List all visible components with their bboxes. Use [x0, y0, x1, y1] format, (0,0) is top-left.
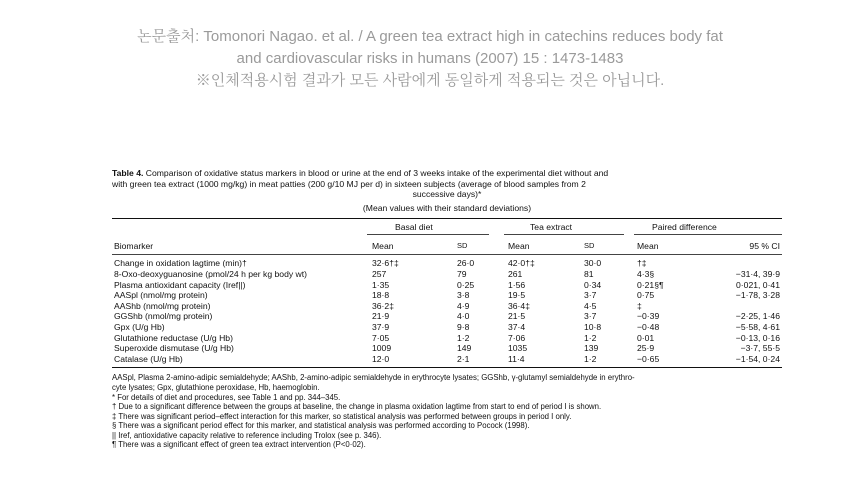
cell-basal-sd: 1·2 [457, 332, 470, 343]
bottom-rule [112, 367, 782, 368]
cell-tea-sd: 1·2 [584, 353, 597, 364]
table-row [112, 269, 782, 280]
source-line-2: and cardiovascular risks in humans (2007) 15 : 1473-1483 [236, 50, 624, 67]
cell-ci: −1·54, 0·24 [735, 353, 780, 364]
caption-line-2: with green tea extract (1000 mg/kg) in meat patties (200 g/10 MJ per d) in sixteen subjects (average of blood samples from 2 [112, 178, 586, 189]
cell-basal-mean: 7·05 [372, 332, 390, 343]
cell-biomarker: Catalase (U/g Hb) [114, 353, 183, 364]
col-basal-mean: Mean [372, 241, 394, 252]
footnote: AASpl, Plasma 2-amino-adipic semialdehyde; AAShb, 2-amino-adipic semialdehyde in erythrocyte lysates; GGShb, γ-glutamyl semialdehyde in erythro- [112, 373, 635, 383]
source-citation [0, 26, 860, 92]
cell-paired-mean: 0·75 [637, 290, 655, 301]
caption-line-1: Comparison of oxidative status markers in blood or urine at the end of 3 weeks intake of the experimental diet without and [145, 168, 609, 178]
disclaimer-line: ※인체적용시험 결과가 모든 사람에게 동일하게 적용되는 것은 아닙니다. [195, 72, 665, 89]
cell-paired-mean: 25·9 [637, 343, 655, 354]
table-row [112, 290, 782, 301]
footnote: cyte lysates; Gpx, glutathione peroxidase, Hb, haemoglobin. [112, 382, 320, 392]
cell-basal-sd: 3·8 [457, 290, 470, 301]
cell-paired-mean: −0·48 [637, 321, 660, 332]
cell-tea-sd: 81 [584, 268, 594, 279]
table-row [112, 280, 782, 291]
group-tea: Tea extract [530, 222, 573, 233]
cell-biomarker: Superoxide dismutase (U/g Hb) [114, 343, 234, 354]
cell-biomarker: Gpx (U/g Hb) [114, 321, 165, 332]
cell-basal-sd: 26·0 [457, 258, 475, 269]
column-header-row [112, 236, 782, 254]
cell-biomarker: AASpl (nmol/mg protein) [114, 290, 208, 301]
group-header-row [112, 219, 782, 236]
cell-basal-mean: 12·0 [372, 353, 390, 364]
cell-basal-mean: 36·2‡ [372, 300, 394, 311]
table-caption [112, 168, 782, 200]
table-subcaption: (Mean values with their standard deviations) [362, 202, 532, 213]
cell-basal-sd: 4·0 [457, 311, 470, 322]
table-row [112, 322, 782, 333]
cell-tea-mean: 36·4‡ [508, 300, 530, 311]
footnote: ‡ There was significant period–effect interaction for this marker, so statistical analysis was performed between groups in period I only. [112, 411, 572, 421]
cell-ci: −5·58, 4·61 [735, 321, 780, 332]
cell-ci: −31·4, 39·9 [735, 268, 780, 279]
col-tea-mean: Mean [508, 241, 530, 252]
cell-paired-mean: ‡ [637, 300, 642, 311]
col-basal-sd: SD [457, 241, 468, 251]
cell-tea-mean: 21·5 [508, 311, 526, 322]
cell-tea-mean: 7·06 [508, 332, 526, 343]
cell-basal-mean: 257 [372, 268, 387, 279]
cell-tea-sd: 30·0 [584, 258, 602, 269]
cell-basal-mean: 1·35 [372, 279, 390, 290]
table-row [112, 343, 782, 354]
cell-ci: −3·7, 55·5 [740, 343, 780, 354]
col-paired-mean: Mean [637, 241, 659, 252]
cell-tea-sd: 0·34 [584, 279, 602, 290]
cell-ci: −2·25, 1·46 [735, 311, 780, 322]
cell-ci: 0·021, 0·41 [736, 279, 780, 290]
cell-biomarker: 8-Oxo-deoxyguanosine (pmol/24 h per kg body wt) [114, 268, 307, 279]
cell-basal-sd: 2·1 [457, 353, 470, 364]
cell-tea-sd: 3·7 [584, 311, 597, 322]
table-row [112, 333, 782, 344]
footnote: ¶ There was a significant effect of green tea extract intervention (P<0·02). [112, 440, 366, 450]
source-line-1: 논문출처: Tomonori Nagao. et al. / A green tea extract high in catechins reduces body fat [137, 28, 723, 45]
footnote: * For details of diet and procedures, see Table 1 and pp. 344–345. [112, 392, 341, 402]
footnote: § There was a significant period effect for this marker, and statistical analysis was performed according to Pocock (1998). [112, 421, 530, 431]
cell-tea-mean: 37·4 [508, 321, 526, 332]
cell-tea-mean: 11·4 [508, 353, 525, 364]
cell-basal-mean: 1009 [372, 343, 392, 354]
cell-biomarker: Change in oxidation lagtime (min)† [114, 258, 247, 269]
cell-basal-sd: 4·9 [457, 300, 470, 311]
cell-basal-mean: 18·8 [372, 290, 390, 301]
tea-underline [504, 234, 624, 235]
header-rule [112, 254, 782, 255]
footnote: || Iref, antioxidative capacity relative to reference including Trolox (see p. 346). [112, 430, 382, 440]
table-body [112, 258, 782, 364]
table-4 [112, 168, 782, 450]
cell-tea-sd: 139 [584, 343, 599, 354]
cell-tea-mean: 261 [508, 268, 523, 279]
group-basal: Basal diet [395, 222, 433, 233]
cell-basal-sd: 149 [457, 343, 472, 354]
cell-biomarker: Plasma antioxidant capacity (Iref||) [114, 279, 246, 290]
cell-tea-sd: 10·8 [584, 321, 602, 332]
cell-paired-mean: 0·21§¶ [637, 279, 664, 290]
col-biomarker: Biomarker [114, 241, 154, 252]
cell-basal-mean: 37·9 [372, 321, 390, 332]
cell-ci: −1·78, 3·28 [735, 290, 780, 301]
paired-underline [634, 234, 782, 235]
cell-tea-sd: 4·5 [584, 300, 597, 311]
table-row [112, 258, 782, 269]
cell-paired-mean: †‡ [637, 258, 647, 269]
table-footnotes [112, 373, 782, 450]
cell-paired-mean: 4·3§ [637, 268, 655, 279]
group-paired: Paired difference [652, 222, 717, 233]
cell-ci: −0·13, 0·16 [735, 332, 780, 343]
cell-tea-mean: 1035 [508, 343, 528, 354]
cell-basal-mean: 32·6†‡ [372, 258, 399, 269]
table-row [112, 354, 782, 365]
cell-paired-mean: −0·39 [637, 311, 660, 322]
cell-tea-mean: 42·0†‡ [508, 258, 535, 269]
basal-underline [367, 234, 489, 235]
col-tea-sd: SD [584, 241, 595, 251]
table-row [112, 301, 782, 312]
cell-paired-mean: −0·65 [637, 353, 660, 364]
cell-biomarker: Glutathione reductase (U/g Hb) [114, 332, 233, 343]
table-row [112, 311, 782, 322]
cell-basal-sd: 79 [457, 268, 467, 279]
cell-tea-sd: 3·7 [584, 290, 597, 301]
cell-tea-sd: 1·2 [584, 332, 597, 343]
col-ci: 95 % CI [749, 241, 780, 252]
cell-tea-mean: 19·5 [508, 290, 526, 301]
footnote: † Due to a significant difference between the groups at baseline, the change in plasma oxidation lagtime from start to end of period I is shown. [112, 402, 602, 412]
cell-basal-sd: 0·25 [457, 279, 475, 290]
cell-basal-sd: 9·8 [457, 321, 470, 332]
cell-biomarker: GGShb (nmol/mg protein) [114, 311, 213, 322]
cell-basal-mean: 21·9 [372, 311, 390, 322]
table-label: Table 4. [112, 168, 144, 178]
cell-biomarker: AAShb (nmol/mg protein) [114, 300, 211, 311]
caption-line-3: successive days)* [412, 189, 482, 200]
cell-tea-mean: 1·56 [508, 279, 526, 290]
cell-paired-mean: 0·01 [637, 332, 655, 343]
